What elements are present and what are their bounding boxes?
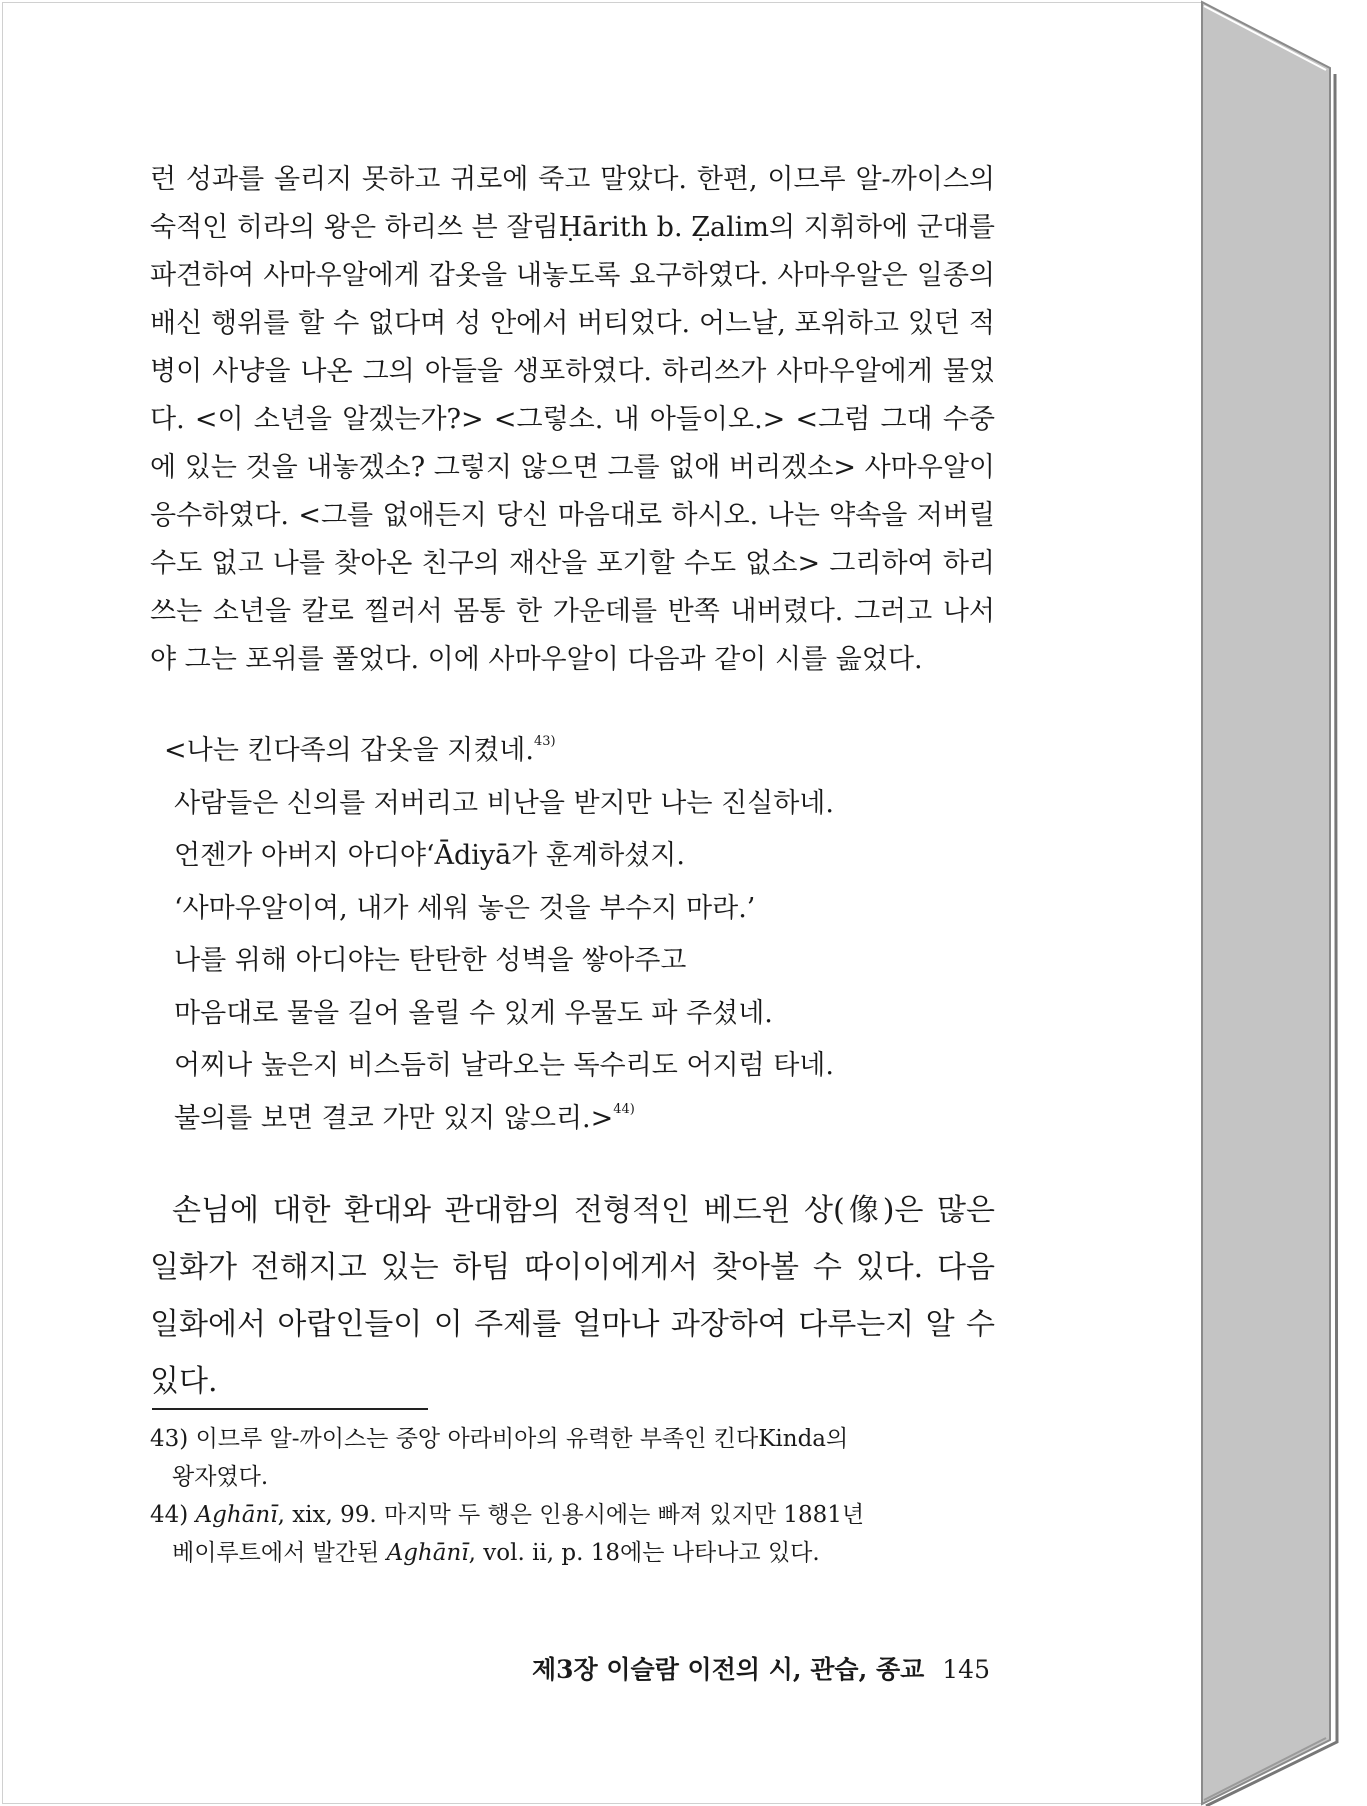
poem-line-1: <나는 킨다족의 갑옷을 지켰네.$^{43)}$ xyxy=(164,734,556,766)
footnote-43 xyxy=(150,1420,995,1496)
footnote-44 xyxy=(150,1496,995,1572)
footnotes xyxy=(150,1420,995,1572)
source-title: Aghānī xyxy=(195,1502,278,1528)
poem-line-8: 불의를 보면 결코 가만 있지 않으리.>$^{44)}$ xyxy=(174,1101,635,1134)
paragraph-2: 손님에 대한 환대와 관대함의 전형적인 베드윈 상(像)은 많은 일화가 전해지고 있는 하팀 따이이에게서 찾아볼 수 있다. 다음 일화에서 아랍인들이 이 주제를 얼마나 과장하여 다루는지 알 수 있다. xyxy=(150,1193,995,1399)
main-paragraph xyxy=(150,156,995,684)
poem-line-6: 마음대로 물을 길어 올릴 수 있게 우물도 파 주셨네. xyxy=(174,997,773,1029)
poem-line-7: 어찌나 높은지 비스듬히 날라오는 독수리도 어지럼 타네. xyxy=(174,1050,834,1081)
footnote-text: 이므루 알-까이스는 중앙 아라비아의 유력한 부족인 킨다Kinda의 xyxy=(195,1426,849,1452)
footnote-text-continued: 왕자였다. xyxy=(172,1464,269,1490)
poem-line-2: 사람들은 신의를 저버리고 비난을 받지만 나는 진실하네. xyxy=(174,787,834,819)
footnote-text-continued: 베이루트에서 발간된 Aghānī, vol. ii, p. 18에는 나타나고 있다. xyxy=(172,1540,820,1566)
footnote-divider xyxy=(152,1408,428,1410)
chapter-title: 제3장 이슬람 이전의 시, 관습, 종교 xyxy=(532,1655,925,1684)
page-number: 145 xyxy=(942,1655,990,1684)
paragraph-1: 런 성과를 올리지 못하고 귀로에 죽고 말았다. 한편, 이므루 알-까이스의 숙적인 히라의 왕은 하리쓰 븐 잘림Ḥārith b. Ẓalim의 지휘하에 군대를 파견하여 사마우알에게 갑옷을 내놓도록 요구하였다. 사마우알은 일종의 배신 행위를 할 수 없다며 성 안에서 버티었다. 어느날, 포위하고 있던 적병이 사냥을 나온 그의 아들을 생포하였다. 하리쓰가 사마우알에게 물었다. <이 소년을 알겠는가?> <그렇소. 내 아들이오.> <그럼 그대 수중에 있는 것을 내놓겠소? 그렇지 않으면 그를 없애 버리겠소> 사마우알이 응수하였다. <그를 없애든지 당신 마음대로 하시오. 나는 약속을 저버릴 수도 없고 나를 찾아온 친구의 재산을 포기할 수도 없소> 그리하여 하리쓰는 소년을 칼로 찔러서 몸통 한 가운데를 반쪽 내버렸다. 그러고 나서야 그는 포위를 풀었다. 이에 사마우알이 다음과 같이 시를 읊었다. xyxy=(150,164,995,675)
poem-line-3: 언젠가 아버지 아디야‘Ādiyā가 훈계하셨지. xyxy=(174,840,685,871)
running-footer xyxy=(532,1650,990,1686)
footnote-number: 44) xyxy=(150,1502,189,1528)
footnote-ref-44[interactable]: 44) xyxy=(613,1101,635,1117)
poem-line-5: 나를 위해 아디야는 탄탄한 성벽을 쌓아주고 xyxy=(174,945,687,976)
poem-block xyxy=(160,725,920,1145)
source-title: Aghānī xyxy=(386,1540,469,1566)
footnote-text: , xix, 99. 마지막 두 행은 인용시에는 빠져 있지만 1881년 xyxy=(277,1502,865,1528)
poem-line-4: ‘사마우알이여, 내가 세워 놓은 것을 부수지 마라.’ xyxy=(174,892,756,924)
footnote-ref-43[interactable]: 43) xyxy=(533,734,556,749)
footnote-number: 43) xyxy=(150,1426,189,1452)
